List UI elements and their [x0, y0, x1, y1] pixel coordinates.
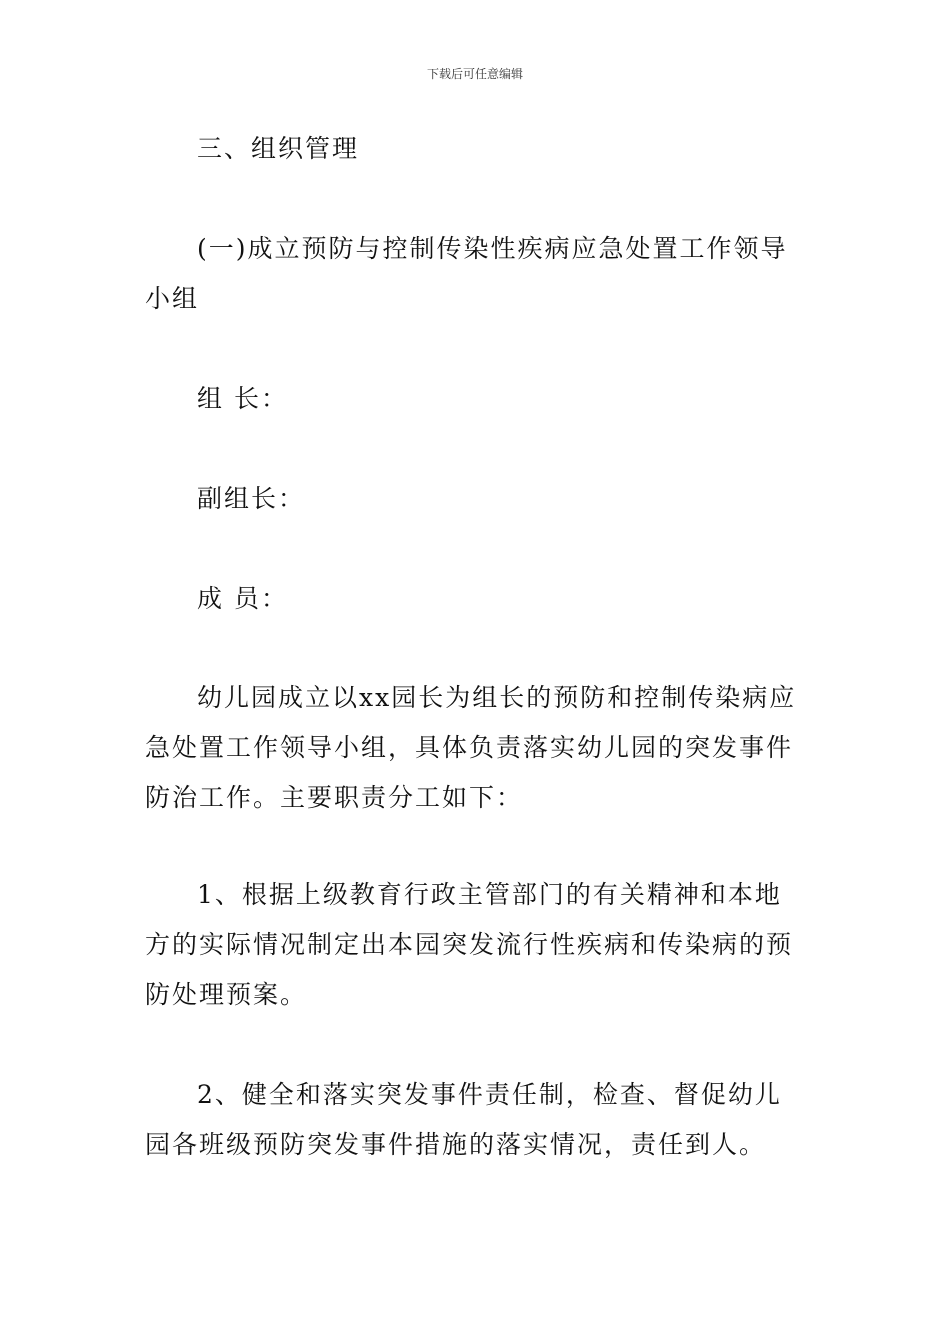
list-item: 1、根据上级教育行政主管部门的有关精神和本地方的实际情况制定出本园突发流行性疾病和传染病的预防处理预案。 — [145, 880, 794, 1009]
list-item: 2、健全和落实突发事件责任制，检查、督促幼儿园各班级预防突发事件措施的落实情况，责任到人。 — [145, 1080, 782, 1159]
deputy-leader-line: 副组长： — [197, 484, 306, 513]
body-paragraph: 幼儿园成立以xx园长为组长的预防和控制传染病应急处置工作领导小组，具体负责落实幼儿园的突发事件防治工作。主要职责分工如下： — [145, 683, 797, 812]
group-leader-line: 组 长： — [197, 384, 288, 413]
page-header: 下载后可任意编辑 — [426, 67, 523, 81]
members-line: 成 员： — [197, 584, 288, 613]
subsection-heading: (一)成立预防与控制传染性疾病应急处置工作领导小组 — [145, 234, 788, 313]
section-heading: 三、组织管理 — [197, 134, 360, 163]
